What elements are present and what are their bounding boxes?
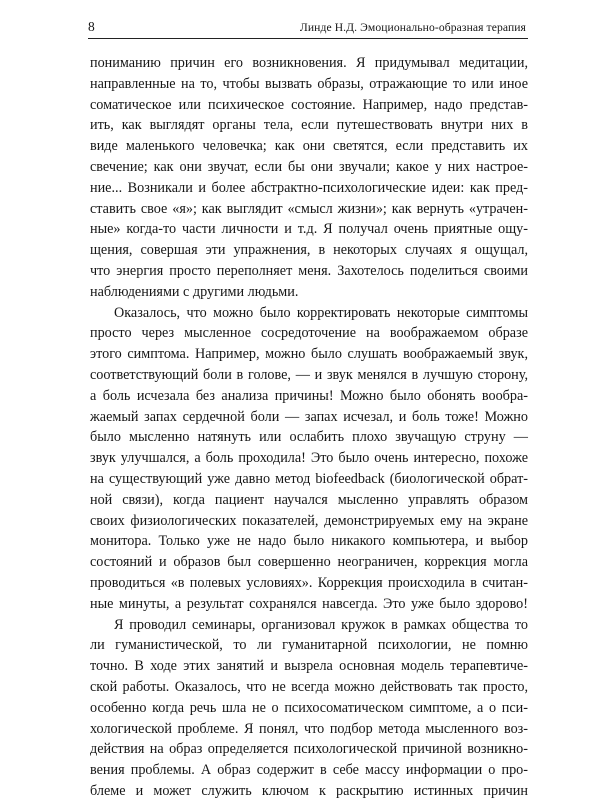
paragraph-line: свечение; как они звучат, если бы они звучали; какое у них настрое- — [90, 158, 528, 175]
paragraph-3 — [90, 615, 528, 802]
paragraph-line: просто через мысленное сосредоточение на воображаемом образе — [90, 325, 528, 342]
paragraph-line: действия на образ определяется психологической причиной возникно- — [90, 741, 528, 758]
paragraph-line: соответствующий боли в голове, — и звук менялся в лучшую сторону, — [90, 366, 528, 383]
paragraph-line: соматическое или психическое состояние. Например, надо представ- — [90, 96, 528, 113]
paragraph-line: ние... Возникали и более абстрактно-психологические идеи: как пред- — [90, 179, 528, 196]
paragraph-line: блеме и может служить ключом к раскрытию истинных причин — [90, 782, 528, 799]
paragraph-line: виде маленького человечка; как они светятся, если представить их — [90, 138, 528, 155]
paragraph-line: направленные на то, чтобы вызвать образы, отражающие то или иное — [90, 75, 528, 92]
running-head-title: Линде Н.Д. Эмоционально-образная терапия — [299, 21, 526, 34]
paragraph-line: Я проводил семинары, организовал кружок в рамках общества то — [114, 616, 528, 633]
paragraph-line: звук улучшался, а боль проходила! Это было очень интересно, похоже — [90, 450, 528, 467]
paragraph-line: точно. В ходе этих занятий и вызрела основная модель терапевтиче- — [90, 658, 528, 675]
paragraph-line: ные» когда-то части личности и т.д. Я получал очень приятные ощу- — [90, 221, 528, 238]
paragraph-line: наблюдениями с другими людьми. — [90, 283, 299, 300]
paragraph-line: ить, как выглядят органы тела, если путешествовать внутри них в — [90, 117, 528, 134]
running-head — [88, 18, 528, 39]
paragraph-line: а боль исчезала без анализа причины! Можно было обонять вообра- — [90, 387, 528, 404]
paragraph-line: монитора. Только уже не надо было никакого компьютера, и выбор — [90, 533, 528, 550]
paragraph-line: щения, совершая эти упражнения, в некоторых случаях я ощущал, — [90, 242, 528, 259]
paragraph-line: что энергия просто переполняет меня. Захотелось поделиться своими — [90, 262, 528, 279]
paragraph-2 — [90, 303, 528, 615]
paragraph-line: ли гуманистической, то ли гуманитарной психологии, не помню — [90, 637, 528, 654]
paragraph-line: на существующий уже давно метод biofeedback (биологической обрат- — [90, 470, 528, 487]
paragraph-line: ные минуты, а результат сохранялся навсегда. Это уже было здорово! — [90, 595, 528, 612]
paragraph-line: Оказалось, что можно было корректировать некоторые симптомы — [114, 304, 528, 321]
paragraph-line: жаемый запах сердечной боли — запах исчезал, и боль тоже! Можно — [90, 408, 528, 425]
paragraph-line: вения проблемы. А образ содержит в себе массу информации о про- — [90, 762, 528, 779]
paragraph-line: ставить свое «я»; как выглядит «смысл жизни»; как вернуть «утрачен- — [90, 200, 528, 217]
page-number: 8 — [88, 19, 95, 34]
paragraph-line: состояний и образов был совершенно неограничен, коррекция могла — [90, 554, 528, 571]
paragraph-line: пониманию причин его возникновения. Я придумывал медитации, — [90, 55, 528, 71]
paragraph-line: хологической проблеме. Я понял, что подбор метода мысленного воз- — [90, 720, 528, 737]
paragraph-line: этого симптома. Например, можно было слушать воображаемый звук, — [90, 346, 528, 363]
paragraph-line: ной связи), когда пациент научался мысленно управлять образом — [90, 491, 528, 508]
body-text — [90, 53, 528, 802]
paragraph-line: проводиться «в полевых условиях». Коррекция происходила в считан- — [90, 574, 528, 591]
paragraph-line: ской работы. Оказалось, что не всегда можно действовать так просто, — [90, 678, 528, 695]
paragraph-line: было мысленно натянуть или ослабить плохо звучащую струну — — [90, 429, 528, 446]
paragraph-line: особенно когда речь шла не о психосоматическом симптоме, а о пси- — [90, 699, 528, 716]
paragraph-line: своих физиологических показателей, демонстрируемых ему на экране — [90, 512, 528, 529]
paragraph-1 — [90, 53, 528, 303]
